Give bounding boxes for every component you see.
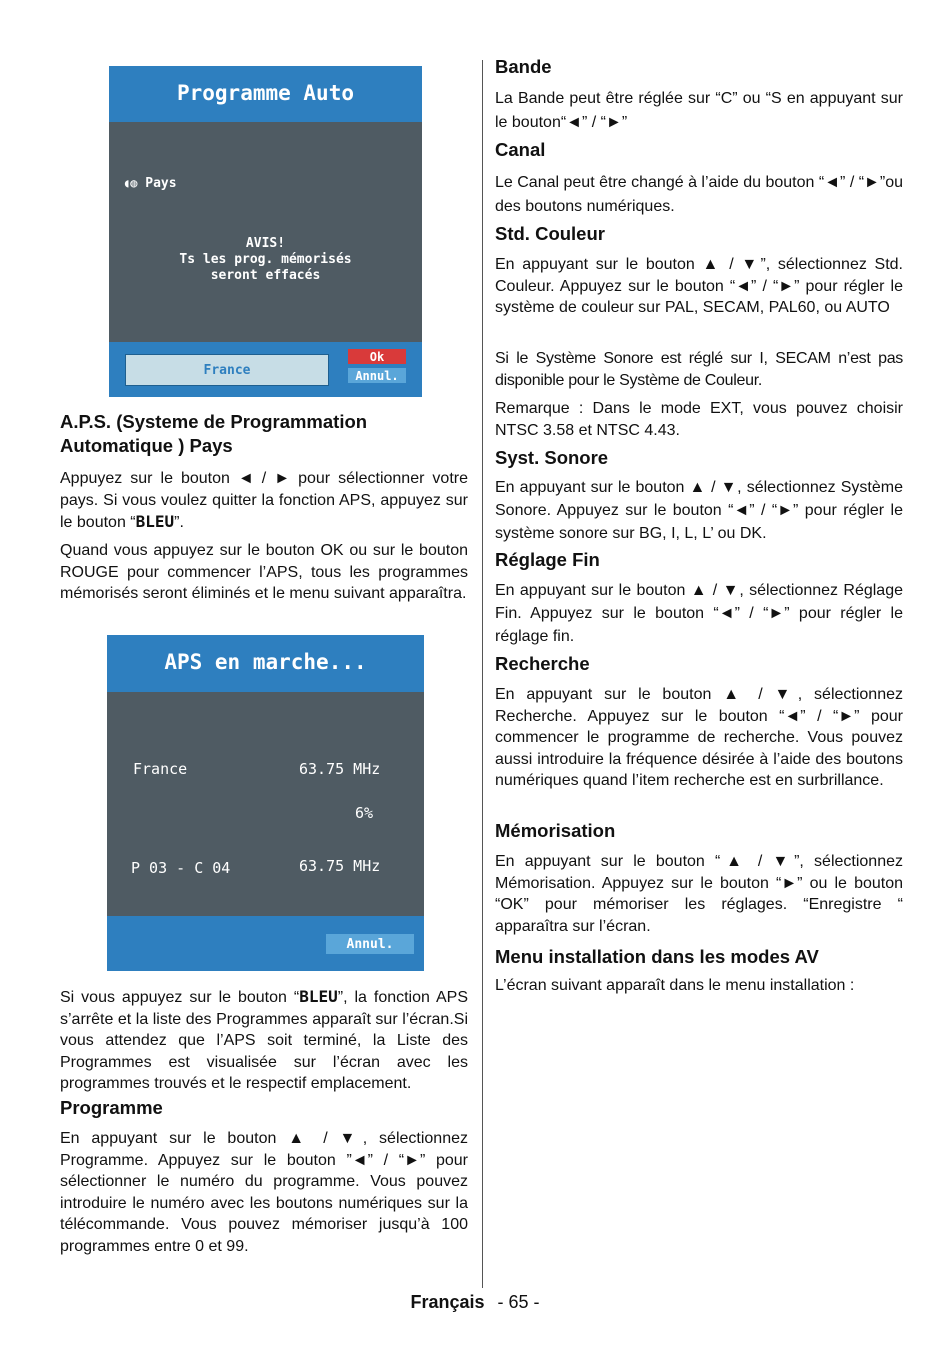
aps-paragraph-2: Quand vous appuyez sur le bouton OK ou sur le bouton ROUGE pour commencer l’APS, tous les programmes mémorisés seront éliminés et le menu suivant apparaîtra. [60,542,468,602]
country-value: France [203,362,251,378]
pays-row [123,176,177,191]
screen2-cancel-label: Annul. [346,936,394,952]
screen2-cancel-button[interactable] [326,934,414,954]
syst-sonore-heading: Syst. Sonore [495,447,609,468]
recherche-paragraph: En appuyant sur le bouton ▲ / ▼, sélectionnez Recherche. Appuyez sur le bouton “◄” / “►” pour commencer le programme de recherche. Vous pouvez aussi introduire la fréquence désirée à l’aide des boutons numériques quand l’item recherche est en surbrillance. [495,686,903,789]
pays-label: Pays [145,176,177,191]
canal-paragraph: Le Canal peut être changé à l’aide du bouton “◄” / “►”ou des boutons numériques. [495,174,903,215]
scan-frequency-1: 63.75 MHz [299,760,381,778]
programme-heading: Programme [60,1097,163,1118]
screen2-title-bar [107,635,424,689]
screen-footer [109,344,422,397]
recherche-heading: Recherche [495,653,590,674]
syst-sonore-paragraph: En appuyant sur le bouton ▲ / ▼, sélectionnez Système Sonore. Appuyez sur le bouton “◄” / “►” pour régler le système sonore sur BG, I, L, L’ ou DK. [495,479,903,542]
notice-line-1: AVIS! [245,236,286,251]
cancel-label: Annul. [355,368,399,383]
screen-title: Programme Auto [176,81,354,105]
menu-av-heading: Menu installation dans les modes AV [495,946,819,967]
reglage-fin-heading: Réglage Fin [495,549,600,570]
std-couleur-paragraph-2: Si le Système Sonore est réglé sur I, SECAM n’est pas disponible pour le Système de Couleur. [495,350,903,389]
reglage-fin-paragraph: En appuyant sur le bouton ▲ / ▼, sélectionnez Réglage Fin. Appuyez sur le bouton “◄” / “►” pour régler le réglage fin. [495,582,903,645]
programme-paragraph: En appuyant sur le bouton ▲ / ▼, sélectionnez Programme. Appuyez sur le bouton ”◄” / “►” pour sélectionner le numéro du programme. Vous pouvez introduire le numéro avec les boutons numériques sur la télécommande. Vous pouvez mémoriser jusqu’à 100 programmes entre 0 et 99. [60,1130,468,1255]
notice-line-3: seront effacés [210,268,321,283]
scan-percent: 6% [355,804,374,822]
memorisation-paragraph: En appuyant sur le bouton “▲ / ▼”, sélectionnez Mémorisation. Appuyez sur le bouton “►” ou le bouton “OK” pour mémoriser les réglages. “Enregistre “ apparaîtra sur l’écran. [495,853,903,935]
aps-heading: A.P.S. (Systeme de Programmation Automatique ) Pays [60,411,368,456]
country-select[interactable] [125,354,329,386]
std-couleur-paragraph-3: Remarque : Dans le mode EXT, vous pouvez choisir NTSC 3.58 et NTSC 4.43. [495,400,903,439]
page-footer [0,1292,950,1313]
memorisation-heading: Mémorisation [495,820,616,841]
canal-heading: Canal [495,139,546,160]
scan-country: France [133,760,188,778]
screen-title-bar [109,66,422,120]
speaker-icon: ◖◍ [123,176,138,190]
screen2-title: APS en marche... [164,650,367,674]
bande-paragraph: La Bande peut être réglée sur “C” ou “S en appuyant sur le bouton“◄” / “►” [495,90,903,131]
std-couleur-paragraph-1: En appuyant sur le bouton ▲ / ▼”, sélectionnez Std. Couleur. Appuyez sur le bouton “◄” / “►” pour régler le système de couleur sur PAL, SECAM, PAL60, ou AUTO [495,256,903,316]
scan-frequency-2: 63.75 MHz [299,857,381,875]
scan-channel: P 03 - C 04 [131,859,231,877]
ok-button[interactable] [348,349,406,364]
screen2-footer [107,917,424,971]
notice-line-2: Ts les prog. mémorisés [179,252,352,267]
ok-label: Ok [369,349,385,364]
notice-text [109,236,422,284]
aps-paragraph-1: Appuyez sur le bouton ◄ / ► pour sélectionner votre pays. Si vous voulez quitter la fonction APS, appuyez sur le bouton “BLEU”. [60,470,469,531]
std-couleur-heading: Std. Couleur [495,223,605,244]
bande-heading: Bande [495,56,552,77]
column-divider [482,60,483,1288]
screen-body [109,122,422,342]
programme-auto-screen [109,66,422,397]
screen2-body [107,692,424,916]
menu-av-paragraph: L’écran suivant apparaît dans le menu installation : [495,977,855,994]
footer-page-number: - 65 - [497,1292,540,1312]
cancel-button[interactable] [348,368,406,383]
footer-language: Français [410,1292,485,1312]
aps-running-screen [107,635,424,971]
aps-paragraph-3: Si vous appuyez sur le bouton “BLEU”, la fonction APS s’arrête et la liste des Programmes apparaît sur l’écran.Si vous attendez que l’APS soit terminé, la Liste des Programmes est visualisée sur l’écran avec les programmes trouvés et le respectif emplacement. [60,987,469,1092]
